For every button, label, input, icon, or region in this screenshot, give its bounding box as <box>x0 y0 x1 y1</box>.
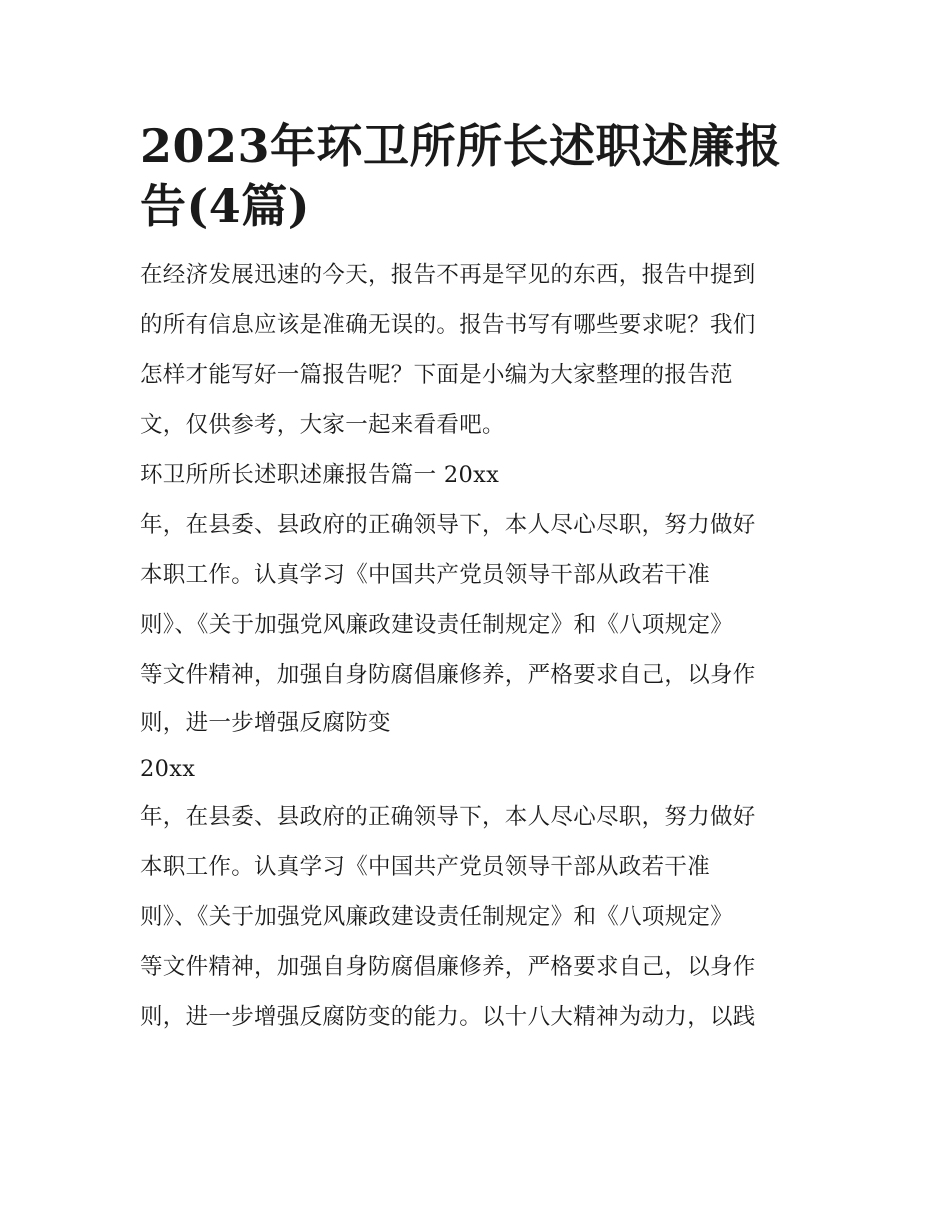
document-title <box>140 116 820 236</box>
text-line: 则》、《关于加强党风廉政建设责任制规定》和《八项规定》 <box>140 904 734 930</box>
text-line: 文，仅供参考，大家一起来看看吧。 <box>140 412 505 438</box>
text-line: 20xx <box>140 756 196 782</box>
text-line: 怎样才能写好一篇报告呢？下面是小编为大家整理的报告范 <box>140 362 733 388</box>
text-line: 年，在县委、县政府的正确领导下，本人尽心尽职，努力做好 <box>140 804 756 830</box>
text-line: 在经济发展迅速的今天，报告不再是罕见的东西，报告中提到 <box>140 262 756 288</box>
text-line: 则，进一步增强反腐防变 <box>140 710 391 736</box>
text-line: 本职工作。认真学习《中国共产党员领导干部从政若干准 <box>140 562 711 588</box>
text-line: 则，进一步增强反腐防变的能力。以十八大精神为动力，以践 <box>140 1004 756 1030</box>
text-line: 则》、《关于加强党风廉政建设责任制规定》和《八项规定》 <box>140 612 734 638</box>
text-line: 年，在县委、县政府的正确领导下，本人尽心尽职，努力做好 <box>140 512 756 538</box>
section-one-paragraph <box>140 450 820 746</box>
section-two-paragraph <box>140 746 820 1042</box>
title-line: 2023年环卫所所长述职述廉报 <box>140 119 782 173</box>
text-line: 本职工作。认真学习《中国共产党员领导干部从政若干准 <box>140 854 711 880</box>
text-line: 等文件精神，加强自身防腐倡廉修养，严格要求自己，以身作 <box>140 954 756 980</box>
title-line: 告(4篇) <box>140 179 311 233</box>
intro-paragraph <box>140 250 820 450</box>
section-heading-line: 环卫所所长述职述廉报告篇一 20xx <box>140 462 500 488</box>
text-line: 的所有信息应该是准确无误的。报告书写有哪些要求呢？我们 <box>140 312 756 338</box>
document-page <box>140 116 820 1042</box>
text-line: 等文件精神，加强自身防腐倡廉修养，严格要求自己，以身作 <box>140 662 756 688</box>
